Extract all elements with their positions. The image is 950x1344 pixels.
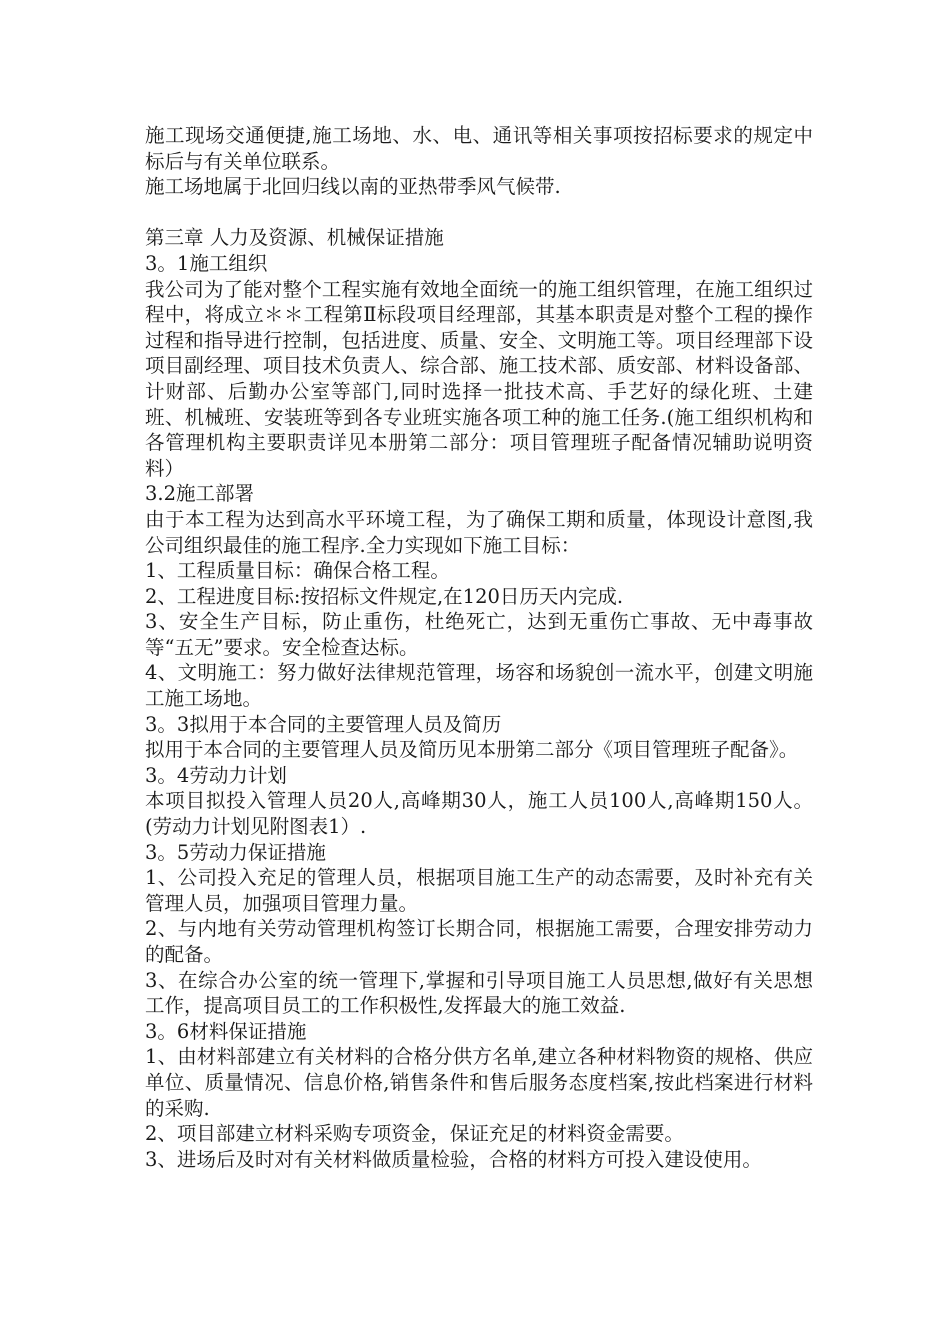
labor-measure-item-2: 2、与内地有关劳动管理机构签订长期合同，根据施工需要，合理安排劳动力的配备。 (145, 917, 813, 966)
material-measure-item-1: 1、由材料部建立有关材料的合格分供方名单,建立各种材料物资的规格、供应单位、质量情况、信息价格,销售条件和售后服务态度档案,按此档案进行材料的采购. (145, 1045, 813, 1120)
goal-item-quality: 1、工程质量目标：确保合格工程。 (145, 559, 450, 583)
paragraph-site-traffic: 施工现场交通便捷,施工场地、水、电、通讯等相关事项按招标要求的规定中标后与有关单位联系。 (145, 124, 813, 173)
section-heading-3-3: 3。3拟用于本合同的主要管理人员及简历 (145, 712, 502, 736)
section-heading-3-2: 3.2施工部署 (145, 482, 255, 506)
chapter-title: 第三章 人力及资源、机械保证措施 (145, 226, 444, 250)
paragraph-management-staff: 拟用于本合同的主要管理人员及简历见本册第二部分《项目管理班子配备》。 (145, 738, 799, 762)
section-heading-3-6: 3。6材料保证措施 (145, 1019, 307, 1043)
goal-item-civilized: 4、文明施工：努力做好法律规范管理，场容和场貌创一流水平，创建文明施工施工场地。 (145, 661, 813, 711)
labor-measure-item-3: 3、在综合办公室的统一管理下,掌握和引导项目施工人员思想,做好有关思想工作，提高项目员工的工作积极性,发挥最大的施工效益. (145, 968, 813, 1018)
section-heading-3-4: 3。4劳动力计划 (145, 763, 287, 787)
blank-line (145, 200, 813, 226)
section-heading-3-5: 3。5劳动力保证措施 (145, 840, 326, 864)
paragraph-labor-plan: 本项目拟投入管理人员20人,高峰期30人，施工人员100人,高峰期150人。(劳动力计划见附图表1）. (145, 789, 813, 839)
document-body (145, 123, 813, 1172)
labor-measure-item-1: 1、公司投入充足的管理人员，根据项目施工生产的动态需要，及时补充有关管理人员，加强项目管理力量。 (145, 866, 813, 915)
paragraph-organization: 我公司为了能对整个工程实施有效地全面统一的施工组织管理，在施工组织过程中，将成立＊＊工程第Ⅱ标段项目经理部，其基本职责是对整个工程的操作过程和指导进行控制，包括进度、质量、安全、文明施工等。项目经理部下设项目副经理、项目技术负责人、综合部、施工技术部、质安部、材料设备部、计财部、后勤办公室等部门,同时选择一批技术高、手艺好的绿化班、土建班、机械班、安装班等到各专业班实施各项工种的施工任务.(施工组织机构和各管理机构主要职责详见本册第二部分：项目管理班子配备情况辅助说明资料） (145, 277, 813, 480)
paragraph-climate: 施工场地属于北回归线以南的亚热带季风气候带. (145, 175, 561, 199)
paragraph-deployment: 由于本工程为达到高水平环境工程，为了确保工期和质量，体现设计意图,我公司组织最佳的施工程序.全力实现如下施工目标： (145, 507, 813, 557)
goal-item-schedule: 2、工程进度目标:按招标文件规定,在120日历天内完成. (145, 584, 624, 608)
section-heading-3-1: 3。1施工组织 (145, 251, 268, 275)
material-measure-item-2: 2、项目部建立材料采购专项资金，保证充足的材料资金需要。 (145, 1122, 684, 1146)
material-measure-item-3: 3、进场后及时对有关材料做质量检验，合格的材料方可投入建设使用。 (145, 1147, 762, 1171)
goal-item-safety: 3、安全生产目标，防止重伤，杜绝死亡，达到无重伤亡事故、无中毒事故等“五无”要求。安全检查达标。 (145, 610, 813, 659)
